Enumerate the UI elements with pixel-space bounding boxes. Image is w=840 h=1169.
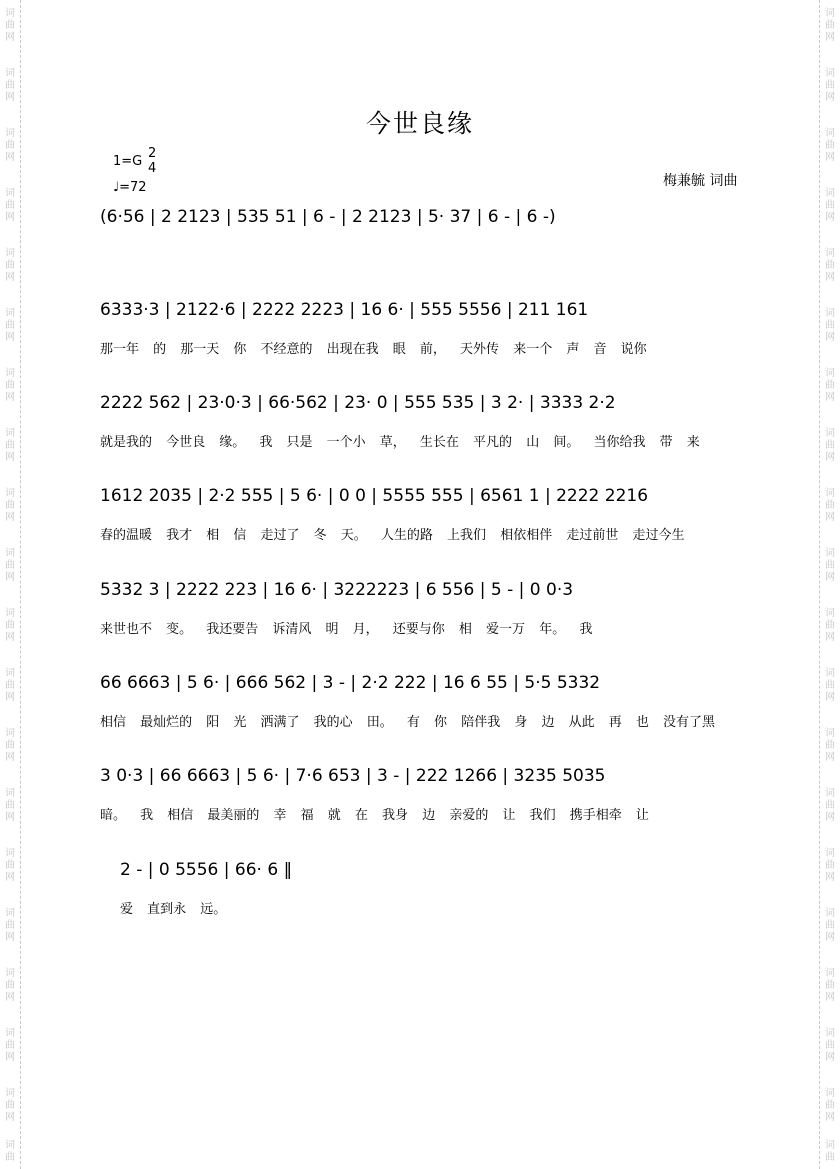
watermark-char: 曲: [5, 80, 15, 91]
watermark-char: 曲: [5, 620, 15, 631]
watermark-char: 网: [825, 452, 835, 463]
watermark-strip-right: [819, 0, 840, 1169]
watermark-char: 曲: [825, 1100, 835, 1111]
watermark-char: 网: [825, 392, 835, 403]
watermark-char: 曲: [5, 320, 15, 331]
watermark-char: 曲: [5, 980, 15, 991]
watermark-char: 词: [825, 128, 835, 139]
watermark-char: 曲: [825, 380, 835, 391]
watermark-char: 词: [5, 848, 15, 859]
watermark-char: 曲: [825, 1040, 835, 1051]
watermark-char: 曲: [825, 440, 835, 451]
watermark-char: 网: [825, 1112, 835, 1123]
watermark-char: 网: [5, 272, 15, 283]
watermark-char: 网: [5, 212, 15, 223]
notation-line: 3 0·3 | 66 6663 | 5 6· | 7·6 653 | 3 - | 222 1266 | 3235 5035: [100, 766, 606, 786]
watermark-char: 网: [825, 692, 835, 703]
watermark-char: 词: [825, 608, 835, 619]
watermark-char: 曲: [825, 980, 835, 991]
watermark-char: 网: [5, 692, 15, 703]
watermark-char: 网: [5, 152, 15, 163]
watermark-char: 曲: [5, 860, 15, 871]
watermark-char: 网: [825, 152, 835, 163]
notation-line: 2 - | 0 5556 | 66· 6 ‖: [120, 860, 293, 880]
watermark-char: 网: [5, 632, 15, 643]
time-signature-top: 2: [148, 146, 157, 161]
watermark-char: 网: [825, 32, 835, 43]
song-title: 今世良缘: [365, 109, 474, 138]
watermark-char: 词: [825, 1028, 835, 1039]
watermark-char: 网: [5, 92, 15, 103]
watermark-char: 曲: [5, 1040, 15, 1051]
notation-line: 1612 2035 | 2·2 555 | 5 6· | 0 0 | 5555 555 | 6561 1 | 2222 2216: [100, 486, 649, 506]
watermark-char: 曲: [825, 140, 835, 151]
watermark-char: 网: [825, 212, 835, 223]
score-row: [100, 572, 765, 662]
watermark-char: 曲: [5, 680, 15, 691]
lyrics-line: 爱 直到永 远。: [120, 902, 227, 917]
score-row: [100, 199, 765, 289]
watermark-char: 词: [5, 608, 15, 619]
watermark-char: 词: [825, 188, 835, 199]
watermark-char: 网: [5, 572, 15, 583]
notation-line: 66 6663 | 5 6· | 666 562 | 3 - | 2·2 222 | 16 6 55 | 5·5 5332: [100, 673, 601, 693]
watermark-char: 词: [825, 68, 835, 79]
lyrics-line: 就是我的 今世良 缘。 我 只是 一个小 草， 生长在 平凡的 山 间。 当你给我 带 来: [100, 435, 700, 450]
watermark-char: 曲: [5, 500, 15, 511]
key-signature: 1=G: [113, 154, 143, 169]
watermark-char: 曲: [825, 620, 835, 631]
watermark-char: 网: [5, 1112, 15, 1123]
watermark-char: 曲: [825, 800, 835, 811]
watermark-char: 曲: [825, 860, 835, 871]
watermark-char: 网: [825, 332, 835, 343]
lyrics-line: 暗。 我 相信 最美丽的 幸 福 就 在 我身 边 亲爱的 让 我们 携手相牵 让: [100, 808, 649, 823]
watermark-char: 词: [5, 548, 15, 559]
watermark-char: 曲: [825, 260, 835, 271]
watermark-char: 曲: [825, 80, 835, 91]
watermark-char: 词: [5, 1088, 15, 1099]
lyrics-line: 那一年 的 那一天 你 不经意的 出现在我 眼 前， 天外传 来一个 声 音 说你: [100, 342, 647, 357]
watermark-char: 网: [5, 1052, 15, 1063]
watermark-char: 词: [825, 548, 835, 559]
watermark-char: 词: [5, 908, 15, 919]
notation-line: (6·56 | 2 2123 | 535 51 | 6 - | 2 2123 | 5· 37 | 6 - | 6 -): [100, 207, 556, 227]
watermark-char: 网: [825, 92, 835, 103]
watermark-char: 词: [825, 248, 835, 259]
watermark-strip-left: [0, 0, 21, 1169]
watermark-char: 网: [5, 452, 15, 463]
watermark-char: 网: [5, 752, 15, 763]
watermark-char: 词: [5, 128, 15, 139]
watermark-char: 词: [5, 8, 15, 19]
lyrics-line: 来世也不 变。 我还要告 诉清风 明 月， 还要与你 相 爱一万 年。 我: [100, 622, 593, 637]
watermark-char: 曲: [825, 20, 835, 31]
watermark-char: 网: [825, 512, 835, 523]
notation-line: 2222 562 | 23·0·3 | 66·562 | 23· 0 | 555 535 | 3 2· | 3333 2·2: [100, 393, 616, 413]
watermark-char: 网: [825, 812, 835, 823]
watermark-char: 词: [5, 1028, 15, 1039]
watermark-char: 词: [825, 908, 835, 919]
watermark-char: 网: [5, 872, 15, 883]
watermark-char: 词: [825, 368, 835, 379]
notation-line: 5332 3 | 2222 223 | 16 6· | 3222223 | 6 556 | 5 - | 0 0·3: [100, 580, 574, 600]
watermark-char: 曲: [5, 380, 15, 391]
watermark-char: 曲: [5, 260, 15, 271]
watermark-char: 词: [825, 308, 835, 319]
watermark-char: 网: [825, 752, 835, 763]
watermark-char: 曲: [825, 1152, 835, 1163]
watermark-char: 曲: [5, 200, 15, 211]
watermark-char: 词: [5, 968, 15, 979]
watermark-char: 网: [5, 392, 15, 403]
watermark-char: 词: [825, 848, 835, 859]
watermark-char: 词: [825, 728, 835, 739]
watermark-char: 词: [5, 428, 15, 439]
notation-line: 6333·3 | 2122·6 | 2222 2223 | 16 6· | 555 5556 | 211 161: [100, 300, 589, 320]
watermark-char: 曲: [5, 440, 15, 451]
watermark-char: 网: [825, 632, 835, 643]
watermark-char: 曲: [5, 560, 15, 571]
watermark-char: 词: [5, 488, 15, 499]
lyrics-line: 相信 最灿烂的 阳 光 洒满了 我的心 田。 有 你 陪伴我 身 边 从此 再 也 没有了黑: [100, 715, 715, 730]
watermark-char: 曲: [825, 500, 835, 511]
watermark-char: 曲: [5, 920, 15, 931]
watermark-char: 曲: [5, 1100, 15, 1111]
watermark-char: 词: [5, 788, 15, 799]
watermark-char: 曲: [825, 920, 835, 931]
watermark-char: 网: [825, 932, 835, 943]
watermark-char: 词: [5, 728, 15, 739]
tempo-marking: ♩=72: [113, 180, 147, 195]
watermark-char: 词: [825, 428, 835, 439]
watermark-char: 曲: [825, 740, 835, 751]
score-row: [100, 665, 765, 755]
watermark-char: 词: [825, 668, 835, 679]
watermark-char: 网: [5, 32, 15, 43]
time-signature-bottom: 4: [148, 161, 157, 176]
watermark-char: 曲: [5, 20, 15, 31]
watermark-char: 词: [5, 248, 15, 259]
score-row: [100, 758, 765, 848]
watermark-char: 网: [825, 572, 835, 583]
watermark-char: 词: [825, 1088, 835, 1099]
watermark-char: 词: [825, 1140, 835, 1151]
watermark-char: 曲: [825, 680, 835, 691]
watermark-char: 曲: [825, 200, 835, 211]
watermark-char: 网: [825, 872, 835, 883]
score-row: [100, 292, 765, 382]
watermark-char: 曲: [5, 800, 15, 811]
watermark-char: 曲: [5, 740, 15, 751]
watermark-char: 曲: [5, 1152, 15, 1163]
score-row: [100, 478, 765, 568]
watermark-char: 词: [5, 1140, 15, 1151]
watermark-char: 词: [5, 668, 15, 679]
watermark-char: 网: [5, 332, 15, 343]
watermark-char: 网: [825, 272, 835, 283]
watermark-char: 网: [825, 1052, 835, 1063]
watermark-char: 网: [5, 512, 15, 523]
watermark-char: 词: [5, 308, 15, 319]
watermark-char: 词: [5, 188, 15, 199]
watermark-char: 网: [5, 812, 15, 823]
lyrics-line: 春的温暖 我才 相 信 走过了 冬 天。 人生的路 上我们 相依相伴 走过前世 走过今生: [100, 528, 685, 543]
watermark-char: 词: [5, 68, 15, 79]
composer-credit: 梅兼毓 词曲: [663, 173, 738, 189]
watermark-char: 网: [5, 932, 15, 943]
score-row: [100, 852, 765, 942]
watermark-char: 曲: [825, 560, 835, 571]
score-row: [100, 385, 765, 475]
watermark-char: 曲: [825, 320, 835, 331]
watermark-char: 词: [825, 968, 835, 979]
watermark-char: 词: [825, 788, 835, 799]
watermark-char: 词: [825, 488, 835, 499]
watermark-char: 词: [825, 8, 835, 19]
time-signature: [148, 146, 156, 176]
watermark-char: 曲: [5, 140, 15, 151]
watermark-char: 网: [5, 992, 15, 1003]
watermark-char: 词: [5, 368, 15, 379]
watermark-char: 网: [825, 992, 835, 1003]
